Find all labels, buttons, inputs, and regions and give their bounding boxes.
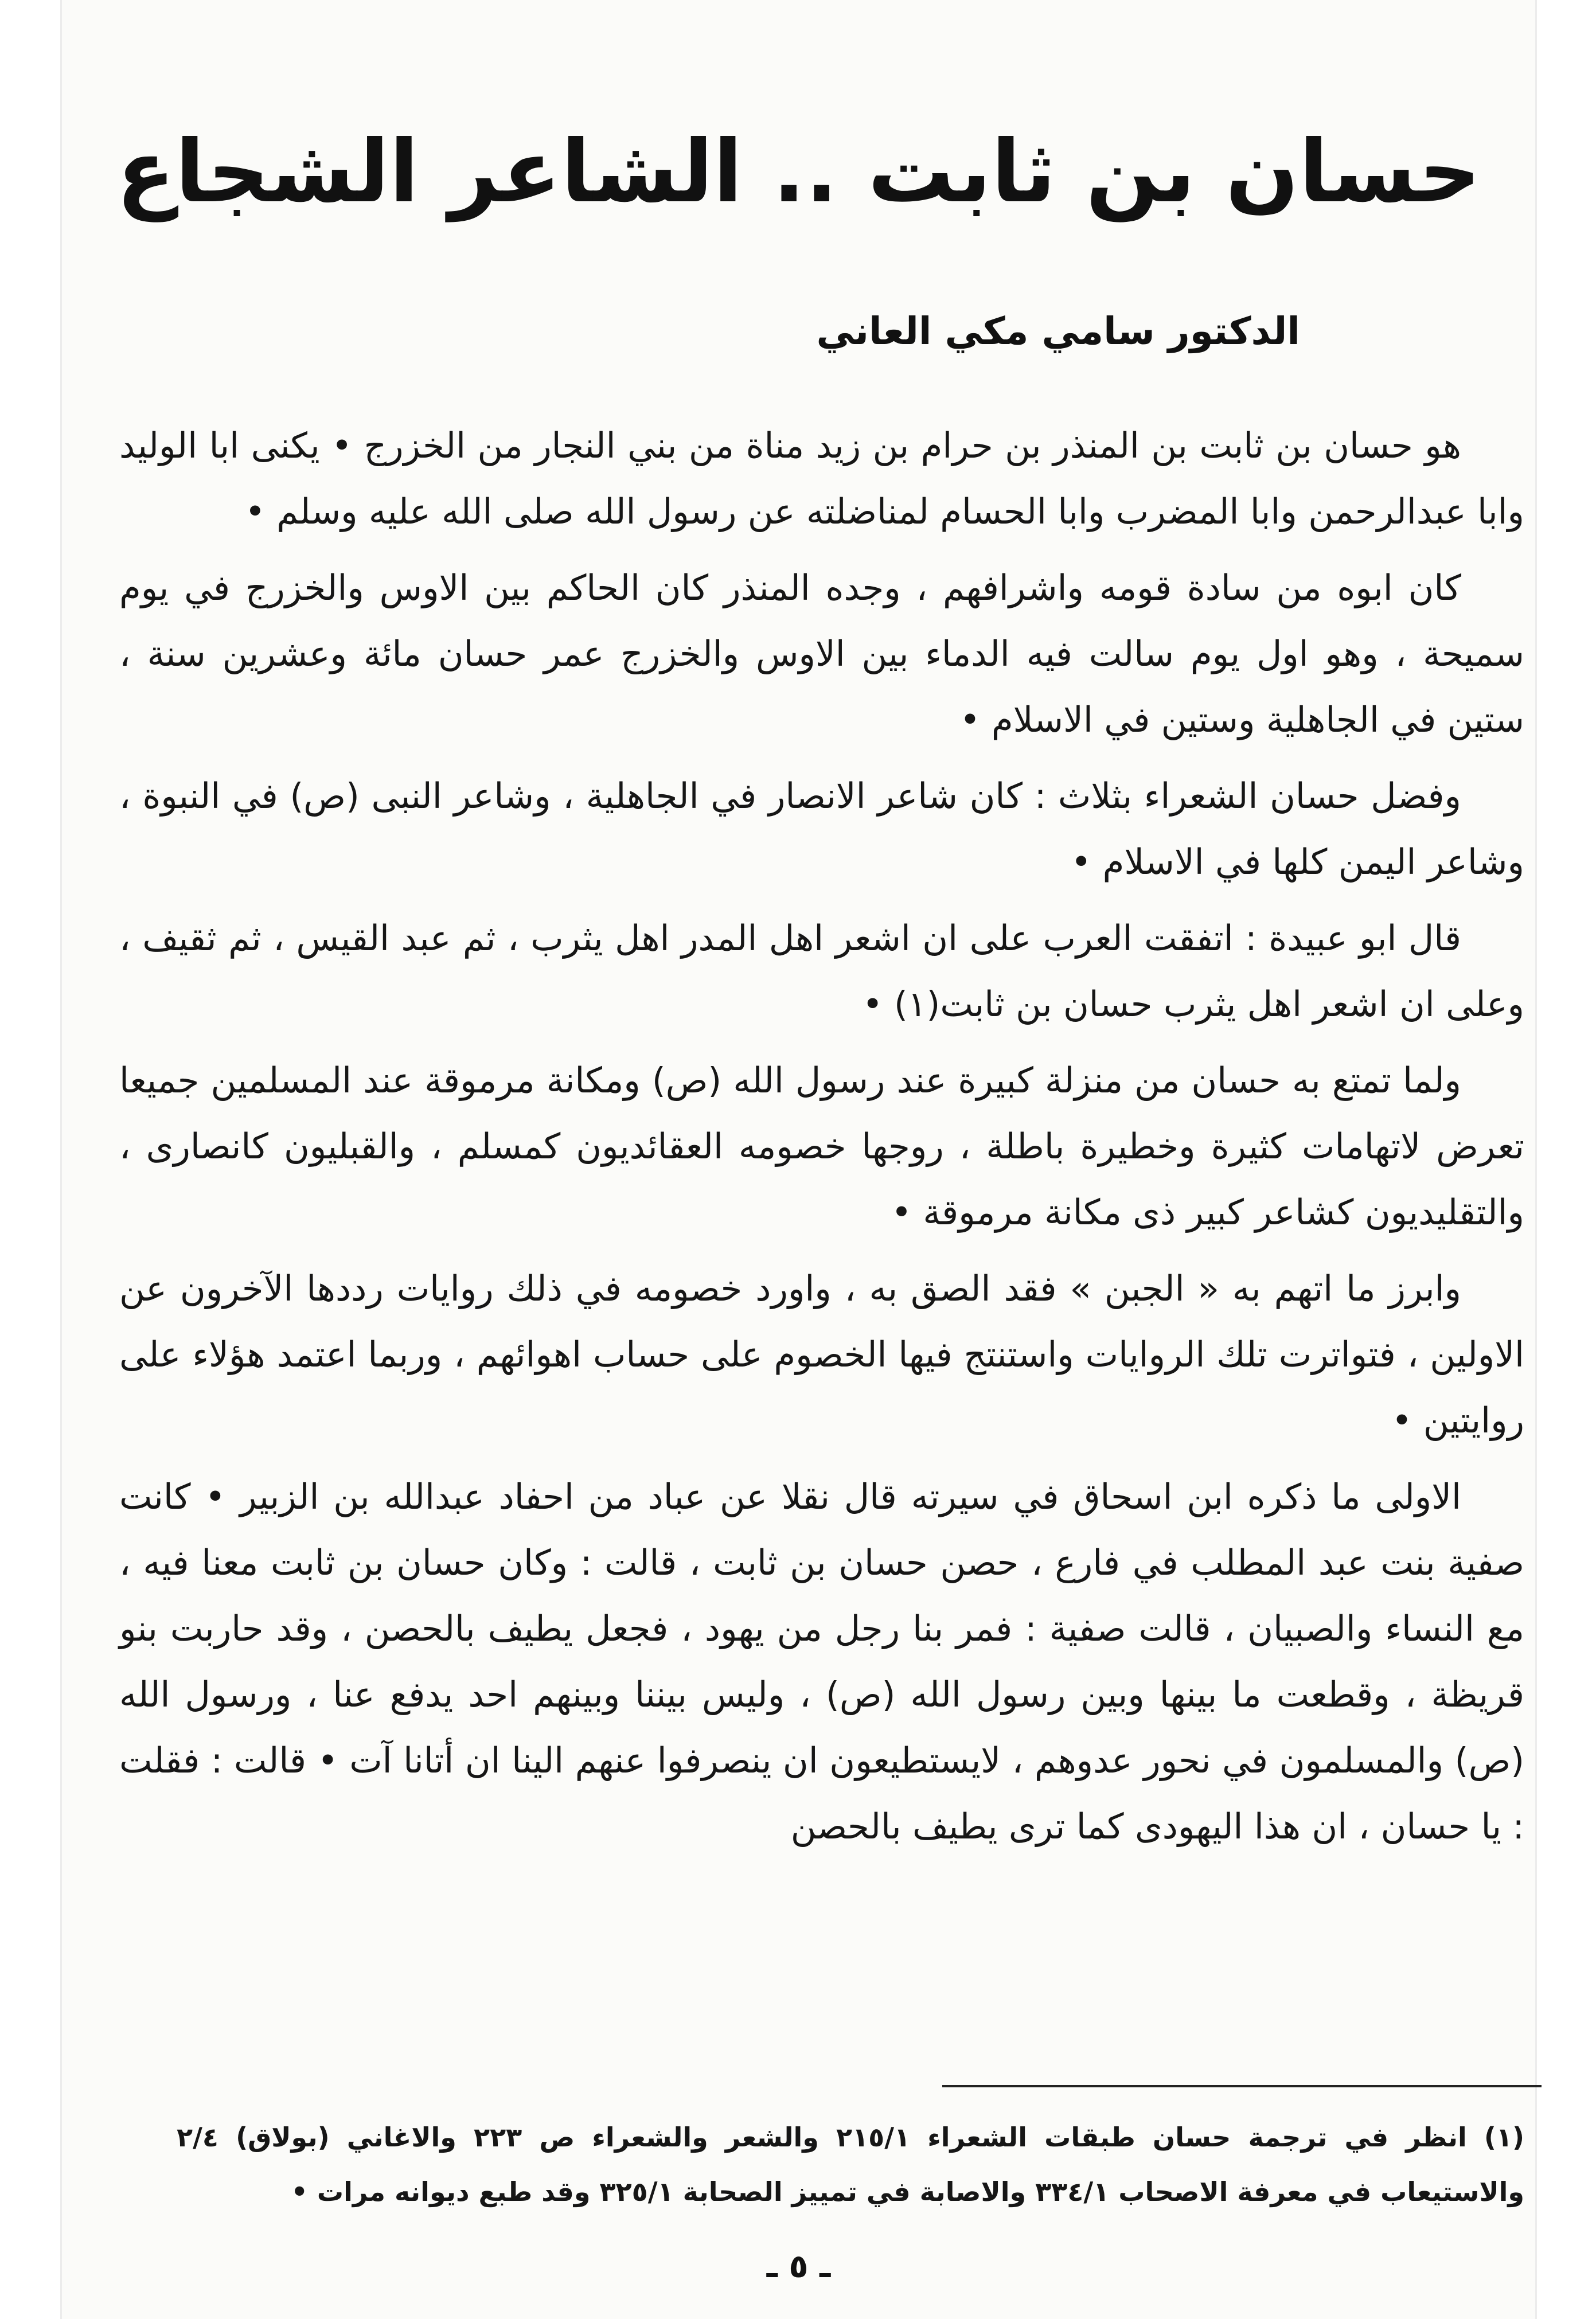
paragraph: كان ابوه من سادة قومه واشرافهم ، وجده المنذر كان الحاكم بين الاوس والخزرج في يوم سميحة ، وهو اول يوم سالت فيه الدماء بين الاوس والخزرج عمر حسان مائة وعشرين سنة ، ستين في الجاهلية وستين في الاسلام •	[119, 568, 1524, 740]
paragraph: قال ابو عبيدة : اتفقت العرب على ان اشعر اهل المدر اهل يثرب ، ثم عبد القيس ، ثم ثقيف ، وعلى ان اشعر اهل يثرب حسان بن ثابت(١) •	[119, 918, 1524, 1025]
paragraph: ولما تمتع به حسان من منزلة كبيرة عند رسول الله (ص) ومكانة مرموقة عند المسلمين جميعا تعرض لاتهامات كثيرة وخطيرة باطلة ، روجها خصومه العقائديون كمسلم ، والقبليون كانصارى ، والتقليديون كشاعر كبير ذى مكانة مرموقة •	[119, 1060, 1524, 1233]
article-author: الدكتور سامي مكي العاني	[816, 309, 1300, 353]
footnote: (١) انظر في ترجمة حسان طبقات الشعراء ٢١٥/١ والشعر والشعراء ص ٢٢٣ والاغاني (بولاق) ٢/٤ والاستيعاب في معرفة الاصحاب ٣٣٤/١ والاصابة في تمييز الصحابة ٣٢٥/١ وقد طبع ديوانه مرات •	[177, 2122, 1524, 2207]
page-number: ـ ٥ ـ	[766, 2248, 831, 2285]
footnote-divider	[942, 2085, 1542, 2087]
paragraph: وفضل حسان الشعراء بثلاث : كان شاعر الانصار في الجاهلية ، وشاعر النبى (ص) في النبوة ، وشاعر اليمن كلها في الاسلام •	[119, 776, 1524, 883]
article-title: حسان بن ثابت .. الشاعر الشجاع	[116, 122, 1481, 222]
book-page	[60, 0, 1537, 2319]
paragraph: هو حسان بن ثابت بن المنذر بن حرام بن زيد مناة من بني النجار من الخزرج • يكنى ابا الوليد وابا عبدالرحمن وابا المضرب وابا الحسام لمناضلته عن رسول الله صلى الله عليه وسلم •	[119, 425, 1524, 532]
paragraph: وابرز ما اتهم به « الجبن » فقد الصق به ، واورد خصومه في ذلك روايات رددها الآخرون عن الاولين ، فتواترت تلك الروايات واستنتج فيها الخصوم على حساب اهوائهم ، وربما اعتمد هؤلاء على روايتين •	[119, 1268, 1524, 1441]
paragraph: الاولى ما ذكره ابن اسحاق في سيرته قال نقلا عن عباد من احفاد عبدالله بن الزبير • كانت صفية بنت عبد المطلب في فارع ، حصن حسان بن ثابت ، قالت : وكان حسان بن ثابت معنا فيه ، مع النساء والصبيان ، قالت صفية : فمر بنا رجل من يهود ، فجعل يطيف بالحصن ، وقد حاربت بنو قريظة ، وقطعت ما بينها وبين رسول الله (ص) ، وليس بيننا وبينهم احد يدفع عنا ، ورسول الله (ص) والمسلمون في نحور عدوهم ، لايستطيعون ان ينصرفوا عنهم الينا ان أتانا آت • قالت : فقلت : يا حسان ، ان هذا اليهودى كما ترى يطيف بالحصن	[119, 1477, 1524, 1847]
article-body	[119, 413, 1524, 1847]
